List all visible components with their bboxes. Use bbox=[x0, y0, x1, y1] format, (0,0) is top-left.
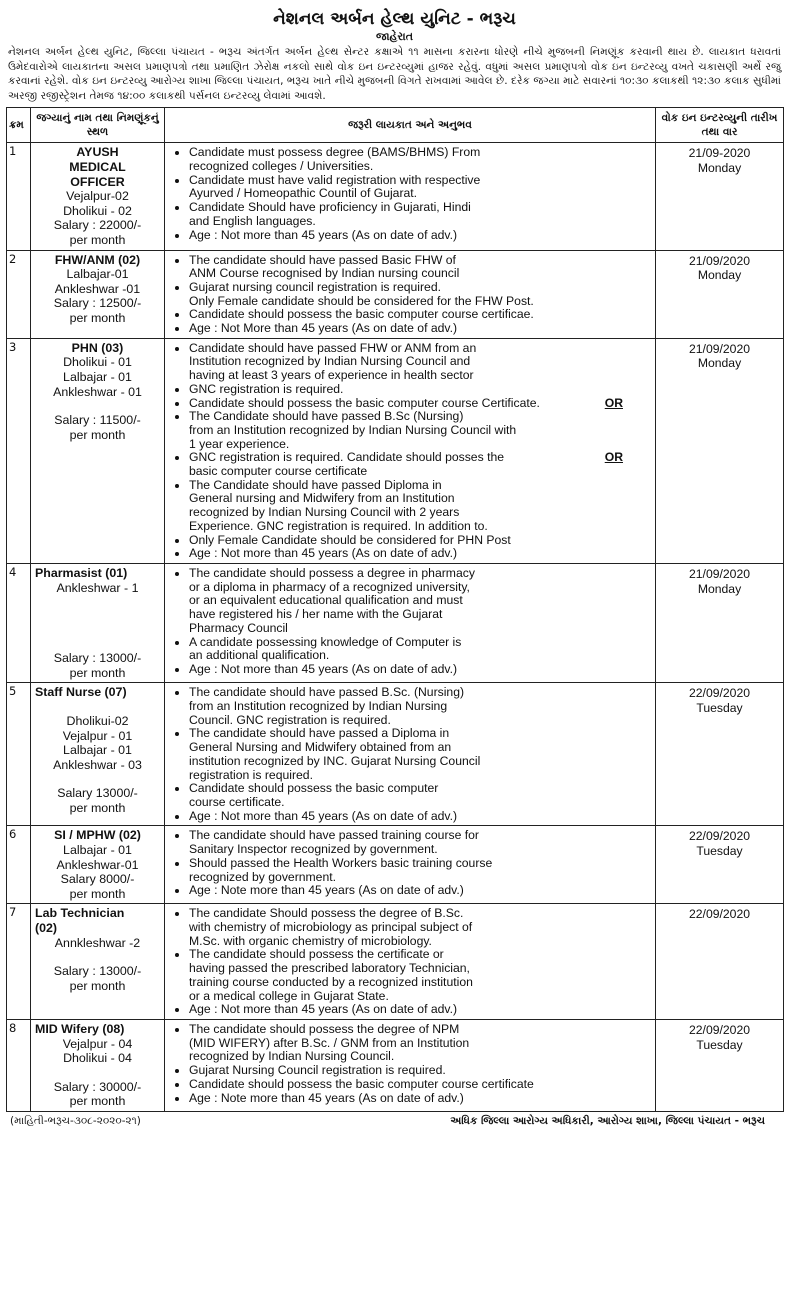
table-body bbox=[7, 143, 784, 1112]
salary: per month bbox=[69, 800, 126, 815]
qualification-item bbox=[189, 397, 651, 411]
qualification-item bbox=[189, 174, 651, 201]
posting-place: Vejalpur - 01 bbox=[62, 728, 133, 743]
qualification-item bbox=[189, 451, 651, 478]
salary: Salary : 13000/- bbox=[53, 651, 142, 666]
salary: per month bbox=[69, 310, 126, 325]
posting-place: Lalbajar - 01 bbox=[63, 369, 132, 384]
table-row bbox=[7, 826, 784, 904]
qualification-item bbox=[189, 281, 651, 308]
qualification-cell bbox=[165, 250, 656, 338]
qualification-line: • The candidate Should possess the degree of B.Sc. bbox=[189, 906, 464, 921]
table-row bbox=[7, 250, 784, 338]
qualification-line: • The Candidate should have passed Diploma in bbox=[189, 477, 442, 492]
table-row bbox=[7, 338, 784, 563]
qualification-item bbox=[189, 383, 651, 397]
table-row bbox=[7, 143, 784, 250]
salary: per month bbox=[69, 665, 126, 680]
interview-date: 21/09-2020 bbox=[688, 146, 751, 161]
interview-day: Monday bbox=[697, 581, 742, 596]
qualification-line: and English languages. bbox=[189, 213, 316, 228]
qualification-line: • Gujarat Nursing Council registration is required. bbox=[189, 1063, 446, 1078]
qualification-line: • Age : Not more than 45 years (As on date of adv.) bbox=[189, 808, 458, 823]
qualification-item bbox=[189, 146, 651, 173]
interview-date-cell bbox=[656, 1020, 784, 1112]
footer-issuer: અધિક જિલ્લા આરોગ્ય અધિકારી, આરોગ્ય શાખા, જિલ્લા પંચાયત - ભરૂચ bbox=[450, 1114, 765, 1127]
posting-place: Annkleshwar -2 bbox=[54, 935, 141, 950]
posting-place: Ankleshwar - 1 bbox=[56, 580, 139, 595]
qualification-line: • The candidate should possess the certificate or bbox=[189, 947, 444, 962]
posting-place: Dholikui-02 bbox=[66, 713, 129, 728]
qualification-line: an additional qualification. bbox=[189, 648, 330, 663]
posting-place: Dholikui - 02 bbox=[63, 203, 132, 218]
qualification-line: Council. GNC registration is required. bbox=[189, 712, 391, 727]
qualification-line: course certificate. bbox=[189, 795, 285, 809]
interview-date: 22/09/2020 bbox=[689, 1023, 750, 1037]
interview-date: 21/09/2020 bbox=[689, 253, 750, 268]
qualification-item bbox=[189, 201, 651, 228]
row-number: 2 bbox=[7, 250, 31, 338]
posting-place: Ankleshwar -01 bbox=[54, 281, 141, 296]
qualification-line: • Candidate should possess the basic computer course certificae. bbox=[189, 307, 534, 322]
interview-day: Tuesday bbox=[696, 844, 743, 858]
qualification-line: • The candidate should possess a degree in pharmacy bbox=[189, 566, 475, 580]
qualification-line: from an Institution recognized by Indian Nursing Council with bbox=[189, 422, 517, 437]
salary: per month bbox=[69, 1094, 126, 1109]
posting-place: Lalbajar - 01 bbox=[63, 743, 132, 758]
row-number: 6 bbox=[7, 826, 31, 904]
qualification-line: • The candidate should possess the degree of NPM bbox=[189, 1022, 460, 1036]
interview-day: Tuesday bbox=[696, 700, 743, 715]
qualification-line: basic computer course certificate bbox=[189, 464, 368, 479]
qualification-item bbox=[189, 534, 651, 548]
col-header-date: વોક ઇન ઇન્ટરવ્યુની તારીખ તથા વાર bbox=[656, 108, 784, 143]
table-header-row bbox=[7, 108, 784, 143]
qualification-line: recognized by government. bbox=[189, 869, 337, 884]
post-cell bbox=[31, 564, 165, 683]
qualification-line: with chemistry of microbiology as principal subject of bbox=[189, 920, 473, 935]
qualification-line: • The candidate should have passed a Diploma in bbox=[189, 726, 450, 741]
qualification-line: • Candidate should possess the basic computer bbox=[189, 781, 439, 796]
qualification-line: recognized by Indian Nursing Council. bbox=[189, 1049, 395, 1064]
qualification-line: having passed the prescribed laboratory Technician, bbox=[189, 961, 470, 976]
qualification-line: General Nursing and Midwifery obtained from an bbox=[189, 740, 452, 755]
row-number: 5 bbox=[7, 683, 31, 826]
qualification-cell bbox=[165, 1020, 656, 1112]
qualification-cell bbox=[165, 338, 656, 563]
qualification-line: Pharmacy Council bbox=[189, 620, 288, 635]
row-number: 4 bbox=[7, 564, 31, 683]
post-name: MEDICAL bbox=[69, 159, 126, 174]
table-row bbox=[7, 904, 784, 1020]
qualification-line: (MID WIFERY) after B.Sc. / GNM from an Institution bbox=[189, 1035, 470, 1050]
salary: per month bbox=[69, 232, 126, 247]
post-name: AYUSH bbox=[76, 145, 119, 160]
salary: Salary 13000/- bbox=[57, 786, 138, 801]
row-number: 1 bbox=[7, 143, 31, 250]
post-cell bbox=[31, 904, 165, 1020]
qualification-item bbox=[189, 663, 651, 677]
qualification-item bbox=[189, 567, 651, 636]
qualification-item bbox=[189, 857, 651, 884]
qualification-line: M.Sc. with organic chemistry of microbiology. bbox=[189, 933, 432, 948]
or-label: • OR bbox=[604, 450, 623, 465]
qualification-line: • A candidate possessing knowledge of Computer is bbox=[189, 634, 462, 649]
qualification-line: • Age : Not more than 45 years (As on date of adv.) bbox=[189, 227, 458, 242]
qualification-line: • Age : Not more than 45 years (As on date of adv.) bbox=[189, 546, 458, 561]
qualification-item bbox=[189, 322, 651, 336]
qualification-line: • Age : Not More than 45 years (As on date of adv.) bbox=[189, 321, 458, 336]
post-name: OFFICER bbox=[70, 174, 125, 189]
qualification-line: • The candidate should have passed Basic FHW of bbox=[189, 252, 456, 267]
qualification-line: from an Institution recognized by Indian Nursing bbox=[189, 699, 448, 714]
qualification-line: General nursing and Midwifery from an Institution bbox=[189, 491, 455, 506]
qualification-line: • Candidate should have passed FHW or ANM from an bbox=[189, 340, 477, 355]
table-row bbox=[7, 564, 784, 683]
posting-place: Dholikui - 04 bbox=[63, 1051, 132, 1066]
qualification-item bbox=[189, 1078, 651, 1092]
interview-date: 22/09/2020 bbox=[689, 829, 750, 844]
row-number: 8 bbox=[7, 1020, 31, 1112]
qualification-line: GNC registration is required. Candidate should posses the bbox=[189, 450, 505, 465]
qualification-line: institution recognized by INC. Gujarat Nursing Council bbox=[189, 753, 481, 768]
qualification-line: ANM Course recognised by Indian nursing council bbox=[189, 266, 460, 281]
post-cell bbox=[31, 683, 165, 826]
post-name: Lab Technician bbox=[35, 906, 125, 921]
posting-place: Lalbajar - 01 bbox=[63, 843, 132, 857]
page-subtitle: જાહેરાત bbox=[375, 30, 414, 43]
interview-date: 22/09/2020 bbox=[689, 907, 750, 922]
qualification-line: • Age : Note more than 45 years (As on date of adv.) bbox=[189, 883, 464, 898]
qualification-item bbox=[189, 727, 651, 782]
qualification-line: • Age : Not more than 45 years (As on date of adv.) bbox=[189, 1002, 458, 1017]
qualification-line: Sanitary Inspector recognized by government. bbox=[189, 842, 438, 857]
qualification-item bbox=[189, 410, 651, 451]
post-cell bbox=[31, 826, 165, 904]
qualification-item bbox=[189, 547, 651, 561]
interview-date-cell bbox=[656, 904, 784, 1020]
posting-place: Ankleshwar - 03 bbox=[53, 757, 142, 772]
qualification-item bbox=[189, 479, 651, 534]
qualification-line: • Age : Note more than 45 years (As on date of adv.) bbox=[189, 1090, 464, 1105]
qualification-item bbox=[189, 810, 651, 824]
qualification-item bbox=[189, 254, 651, 281]
qualification-line: registration is required. bbox=[189, 767, 313, 782]
interview-date-cell bbox=[656, 683, 784, 826]
salary: Salary : 13000/- bbox=[53, 964, 142, 979]
qualification-line: having at least 3 years of experience in health sector bbox=[189, 368, 474, 383]
posting-place: Dholikui - 01 bbox=[63, 355, 132, 370]
qualification-item bbox=[189, 342, 651, 383]
qualification-line: • Only Female Candidate should be considered for PHN Post bbox=[189, 532, 511, 547]
col-header-post: જગ્યાનું નામ તથા નિમણૂંકનું સ્થળ bbox=[31, 108, 165, 143]
post-name: PHN (03) bbox=[71, 340, 124, 355]
salary: Salary : 22000/- bbox=[53, 218, 142, 233]
posting-place: Vejalpur - 04 bbox=[62, 1036, 133, 1051]
qualification-item bbox=[189, 829, 651, 856]
qualification-cell bbox=[165, 904, 656, 1020]
footer bbox=[6, 1114, 783, 1130]
post-cell bbox=[31, 1020, 165, 1112]
interview-date-cell bbox=[656, 250, 784, 338]
qualification-cell bbox=[165, 826, 656, 904]
interview-day: Monday bbox=[697, 356, 742, 371]
or-label: • OR bbox=[604, 395, 623, 410]
qualification-line: • Should passed the Health Workers basic training course bbox=[189, 855, 493, 870]
qualification-cell bbox=[165, 683, 656, 826]
qualification-line: Experience. GNC registration is required. In addition to. bbox=[189, 518, 488, 533]
salary: per month bbox=[69, 886, 126, 901]
qualification-line: Ayurved / Homeopathic Countil of Gujarat. bbox=[189, 186, 418, 201]
qualification-item bbox=[189, 948, 651, 1003]
qualification-item bbox=[189, 1092, 651, 1106]
qualification-line: or a medical college in Gujarat State. bbox=[189, 988, 389, 1003]
salary: per month bbox=[69, 427, 126, 442]
qualification-line: • The Candidate should have passed B.Sc (Nursing) bbox=[189, 409, 464, 424]
qualification-item bbox=[189, 1023, 651, 1064]
posting-place: Lalbajar-01 bbox=[66, 267, 129, 282]
qualification-line: recognized by Indian Nursing Council with 2 years bbox=[189, 505, 460, 520]
qualification-line: • Candidate should possess the basic computer course certificate bbox=[189, 1076, 534, 1091]
interview-day: Tuesday bbox=[696, 1037, 743, 1052]
qualification-line: have registered his / her name with the Gujarat bbox=[189, 607, 443, 622]
interview-date: 21/09/2020 bbox=[689, 567, 750, 581]
interview-date: 22/09/2020 bbox=[689, 686, 750, 701]
qualification-line: • Candidate must possess degree (BAMS/BHMS) From bbox=[189, 145, 481, 160]
post-name: FHW/ANM (02) bbox=[54, 252, 141, 267]
footer-reference: (માહિતી-ભરૂચ-૩૦૮-૨૦૨૦-૨૧) bbox=[10, 1114, 141, 1127]
qualification-line: • Gujarat nursing council registration is required. bbox=[189, 279, 441, 294]
vacancy-table bbox=[6, 107, 784, 1112]
salary: Salary 8000/- bbox=[60, 872, 135, 887]
col-header-qualification: જરૂરી લાયકાત અને અનુભવ bbox=[165, 108, 656, 143]
qualification-item bbox=[189, 308, 651, 322]
post-name: SI / MPHW (02) bbox=[54, 828, 141, 843]
col-header-sno: ક્રમ bbox=[7, 108, 31, 143]
qualification-line: • Candidate Should have proficiency in Gujarati, Hindi bbox=[189, 200, 471, 215]
qualification-line: • Candidate must have valid registration with respective bbox=[189, 172, 481, 187]
qualification-line: • Age : Not more than 45 years (As on date of adv.) bbox=[189, 661, 458, 676]
intro-paragraph: નેશનલ અર્બન હેલ્થ યુનિટ, જિલ્લા પંચાયત - ભરૂચ અંતર્ગત અર્બન હેલ્થ સેન્ટર કક્ષાએ ૧૧ માસના કરારના ધોરણે નીચે મુજબની નિમણૂંક કરવાની થાય છે. લાયકાત ધરાવતાં ઉમેદવારોએ લાયકાતના અસલ પ્રમાણપત્રો તથા પ્રમાણિત ઝેરોક્ષ નકલો સાથે વોક ઇન ઇન્ટરવ્યુમાં હાજર રહેવું. વધુમાં અસલ પ્રમાણપત્રો વોક ઇન ઇન્ટરવ્યુ વખતે ચકાસણી અર્થે રજુ કરવાનાં રહેશે. વોક ઇન ઇન્ટરવ્યુ આરોગ્ય શાખા જિલ્લા પંચાયત, ભરૂચ ખાતે નીચે મુજબની વિગતે રાખવામાં આવેલ છે. દરેક જગ્યા માટે સવારનાં ૧૦:૩૦ કલાકથી ૧૨:૩૦ કલાક સુધીમાં અરજી રજીસ્ટ્રેશન તેમજ ૧૪:૦૦ કલાકથી પર્સનલ ઇન્ટરવ્યુ લેવામાં આવશે. bbox=[8, 46, 781, 102]
interview-day: Monday bbox=[697, 268, 742, 283]
posting-place: Ankleshwar-01 bbox=[56, 857, 139, 872]
post-name: (02) bbox=[35, 920, 58, 935]
qualification-line: or a diploma in pharmacy of a recognized university, bbox=[189, 579, 470, 594]
interview-day: Monday bbox=[697, 160, 742, 175]
qualification-line: Only Female candidate should be considered for the FHW Post. bbox=[189, 293, 534, 308]
post-cell bbox=[31, 338, 165, 563]
qualification-item bbox=[189, 636, 651, 663]
qualification-item bbox=[189, 884, 651, 898]
post-cell bbox=[31, 143, 165, 250]
interview-date-cell bbox=[656, 143, 784, 250]
salary: per month bbox=[69, 978, 126, 993]
salary: Salary : 30000/- bbox=[53, 1079, 142, 1094]
post-cell bbox=[31, 250, 165, 338]
interview-date: 21/09/2020 bbox=[689, 341, 750, 356]
salary: Salary : 12500/- bbox=[53, 296, 142, 311]
qualification-line: • The candidate should have passed B.Sc. (Nursing) bbox=[189, 685, 465, 700]
row-number: 7 bbox=[7, 904, 31, 1020]
qualification-item bbox=[189, 686, 651, 727]
interview-date-cell bbox=[656, 826, 784, 904]
qualification-line: 1 year experience. bbox=[189, 436, 290, 451]
row-number: 3 bbox=[7, 338, 31, 563]
post-name: Staff Nurse (07) bbox=[35, 685, 127, 700]
qualification-item bbox=[189, 907, 651, 948]
table-row bbox=[7, 683, 784, 826]
qualification-cell bbox=[165, 143, 656, 250]
qualification-line: • The candidate should have passed training course for bbox=[189, 828, 479, 843]
qualification-item bbox=[189, 1064, 651, 1078]
qualification-line: or an equivalent educational qualification and must bbox=[189, 593, 463, 608]
qualification-line: Institution recognized by Indian Nursing Council and bbox=[189, 354, 471, 369]
qualification-cell bbox=[165, 564, 656, 683]
interview-date-cell bbox=[656, 338, 784, 563]
post-name: Pharmasist (01) bbox=[35, 566, 128, 580]
qualification-item bbox=[189, 229, 651, 243]
posting-place: Ankleshwar - 01 bbox=[53, 384, 142, 399]
posting-place: Vejalpur-02 bbox=[66, 189, 129, 204]
page-title: નેશનલ અર્બન હેલ્થ યુનિટ - ભરૂચ bbox=[273, 9, 516, 29]
table-row bbox=[7, 1020, 784, 1112]
post-name: MID Wifery (08) bbox=[35, 1022, 125, 1036]
interview-date-cell bbox=[656, 564, 784, 683]
qualification-item bbox=[189, 1003, 651, 1017]
qualification-item bbox=[189, 782, 651, 809]
salary: Salary : 11500/- bbox=[54, 413, 141, 428]
qualification-line: Candidate should possess the basic computer course Certificate. bbox=[189, 395, 540, 410]
qualification-line: • GNC registration is required. bbox=[189, 381, 344, 396]
qualification-line: recognized colleges / Universities. bbox=[189, 159, 374, 174]
qualification-line: training course conducted by a recognized institution bbox=[189, 974, 473, 989]
